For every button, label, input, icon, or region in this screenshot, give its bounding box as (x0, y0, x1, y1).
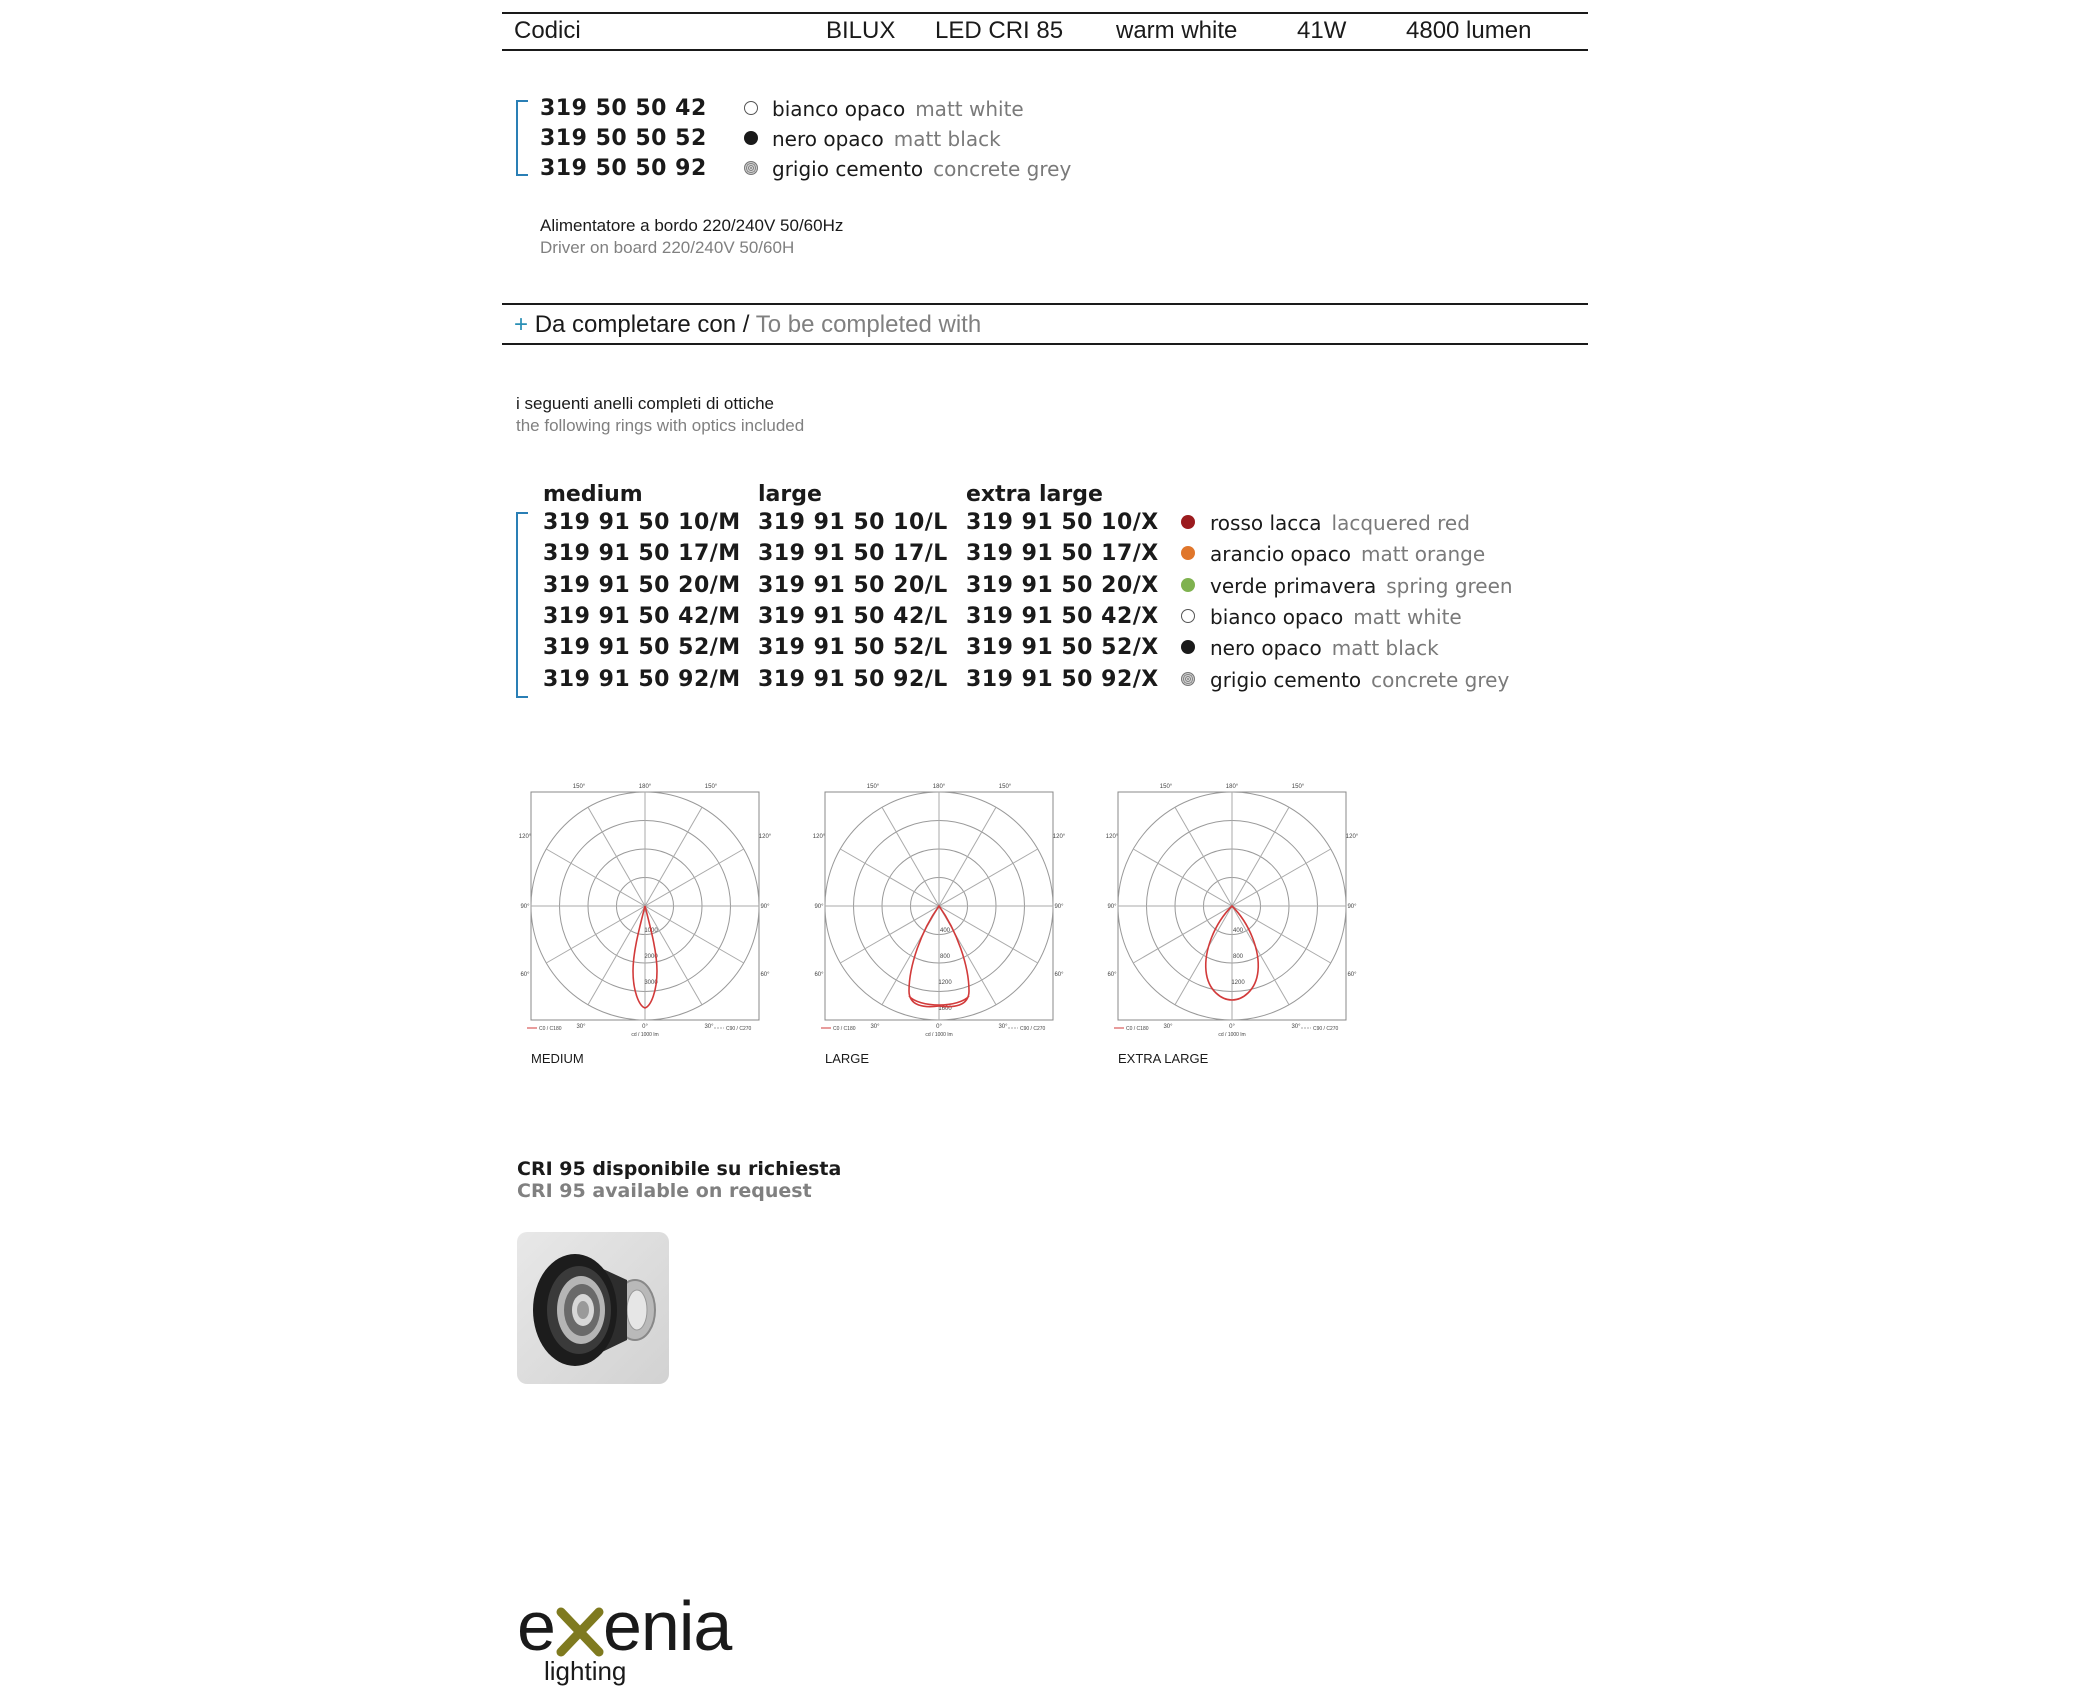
rings-en: the following rings with optics included (516, 416, 805, 435)
swatch-icon (1181, 515, 1195, 529)
polar-angle-label: 120° (518, 834, 532, 840)
polar-angle-label: 0° (1229, 1024, 1235, 1030)
polar-angle-label: 180° (932, 784, 946, 790)
cri-it: CRI 95 disponibile su richiesta (517, 1158, 842, 1180)
polar-ring-label: 800 (1232, 954, 1244, 960)
ring-finish: verde primavera spring green (1210, 574, 1513, 598)
ring-code-medium: 319 91 50 20/M (543, 573, 741, 598)
polar-angle-label: 60° (760, 972, 770, 978)
ring-code-extra-large: 319 91 50 10/X (966, 510, 1159, 535)
polar-unit: cd / 1000 lm (631, 1032, 659, 1038)
header-led: LED CRI 85 (935, 17, 1064, 44)
ring-code-large: 319 91 50 20/L (758, 573, 948, 598)
polar-angle-label: 150° (1159, 784, 1173, 790)
header-lumen: 4800 lumen (1406, 17, 1532, 44)
polar-angle-label: 60° (520, 972, 530, 978)
driver-en: Driver on board 220/240V 50/60H (540, 238, 795, 257)
polar-ring-label: 800 (939, 954, 951, 960)
polar-unit: cd / 1000 lm (1218, 1032, 1246, 1038)
polar-angle-label: 180° (1225, 784, 1239, 790)
ring-code-large: 319 91 50 52/L (758, 635, 948, 660)
finish-2: nero opaco matt black (772, 127, 1001, 151)
swatch-icon (1181, 546, 1195, 560)
ring-finish: rosso lacca lacquered red (1210, 511, 1470, 535)
polar-angle-label: 60° (1054, 972, 1064, 978)
polar-ring-label: 2000 (644, 954, 658, 960)
polar-angle-label: 150° (572, 784, 586, 790)
svg-text:enia: enia (603, 1587, 732, 1665)
ring-code-extra-large: 319 91 50 20/X (966, 573, 1159, 598)
swatch-black-icon (744, 131, 758, 145)
polar-angle-label: 90° (760, 904, 770, 910)
swatch-icon (1181, 640, 1195, 654)
legend-c0: C0 / C180 (539, 1026, 562, 1032)
svg-text:e: e (517, 1587, 555, 1665)
polar-angle-label: 30° (576, 1024, 586, 1030)
polar-chart-name: MEDIUM (531, 1051, 584, 1066)
polar-unit: cd / 1000 lm (925, 1032, 953, 1038)
polar-angle-label: 30° (870, 1024, 880, 1030)
polar-angle-label: 90° (1107, 904, 1117, 910)
code-1: 319 50 50 42 (540, 96, 707, 121)
ring-code-medium: 319 91 50 42/M (543, 604, 741, 629)
ring-finish: arancio opaco matt orange (1210, 542, 1486, 566)
swatch-grey-icon (744, 161, 758, 175)
legend-c90: C90 / C270 (726, 1026, 752, 1032)
polar-angle-label: 30° (704, 1024, 714, 1030)
polar-angle-label: 150° (866, 784, 880, 790)
codes-bracket (516, 100, 528, 176)
code-3: 319 50 50 92 (540, 156, 707, 181)
exenia-logo (517, 1588, 777, 1684)
code-2: 319 50 50 52 (540, 126, 707, 151)
complete-heading: + Da completare con / To be completed with (514, 311, 982, 338)
polar-angle-label: 90° (1054, 904, 1064, 910)
swatch-icon (1181, 672, 1195, 686)
ring-code-large: 319 91 50 10/L (758, 510, 948, 535)
polar-angle-label: 150° (704, 784, 718, 790)
polar-ring-label: 400 (939, 928, 951, 934)
ring-code-medium: 319 91 50 52/M (543, 635, 741, 660)
legend-c90: C90 / C270 (1313, 1026, 1339, 1032)
ring-code-medium: 319 91 50 10/M (543, 510, 741, 535)
polar-angle-label: 0° (936, 1024, 942, 1030)
polar-angle-label: 60° (814, 972, 824, 978)
polar-angle-label: 30° (1291, 1024, 1301, 1030)
polar-angle-label: 120° (1105, 834, 1119, 840)
col-extra-large: extra large (966, 482, 1103, 507)
polar-angle-label: 120° (1052, 834, 1066, 840)
polar-angle-label: 90° (814, 904, 824, 910)
legend-c0: C0 / C180 (833, 1026, 856, 1032)
polar-angle-label: 90° (520, 904, 530, 910)
polar-angle-label: 120° (1345, 834, 1359, 840)
polar-chart-name: LARGE (825, 1051, 870, 1066)
header-watt: 41W (1297, 17, 1347, 44)
ring-code-large: 319 91 50 42/L (758, 604, 948, 629)
ring-finish: bianco opaco matt white (1210, 605, 1462, 629)
finish-3: grigio cemento concrete grey (772, 157, 1072, 181)
ring-code-large: 319 91 50 92/L (758, 667, 948, 692)
ring-code-extra-large: 319 91 50 42/X (966, 604, 1159, 629)
col-medium: medium (543, 482, 643, 507)
ring-code-medium: 319 91 50 92/M (543, 667, 741, 692)
polar-angle-label: 30° (998, 1024, 1008, 1030)
col-large: large (758, 482, 822, 507)
ring-code-extra-large: 319 91 50 52/X (966, 635, 1159, 660)
complete-bottom-rule (502, 343, 1588, 345)
complete-top-rule (502, 303, 1588, 305)
product-photo (517, 1232, 669, 1384)
finish-1: bianco opaco matt white (772, 97, 1024, 121)
rings-it: i seguenti anelli completi di ottiche (516, 394, 774, 413)
top-rule (502, 12, 1588, 14)
ring-finish: nero opaco matt black (1210, 636, 1439, 660)
header-bilux: BILUX (826, 17, 896, 44)
plus-icon: + (514, 311, 529, 338)
swatch-icon (1181, 578, 1195, 592)
swatch-white-icon (744, 101, 758, 115)
ring-code-medium: 319 91 50 17/M (543, 541, 741, 566)
polar-chart-xlarge (1105, 778, 1359, 1038)
rings-bracket (516, 512, 528, 698)
polar-ring-label: 1000 (644, 928, 658, 934)
ring-code-large: 319 91 50 17/L (758, 541, 948, 566)
polar-chart-large (812, 778, 1066, 1038)
polar-ring-label: 1600 (938, 1006, 952, 1012)
driver-it: Alimentatore a bordo 220/240V 50/60Hz (540, 216, 844, 235)
header-codici: Codici (514, 17, 581, 44)
polar-chart-name: EXTRA LARGE (1118, 1051, 1209, 1066)
polar-ring-label: 1200 (938, 980, 952, 986)
polar-ring-label: 3000 (644, 980, 658, 986)
ring-finish: grigio cemento concrete grey (1210, 668, 1510, 692)
polar-angle-label: 150° (998, 784, 1012, 790)
header-temp: warm white (1116, 17, 1238, 44)
ring-code-extra-large: 319 91 50 92/X (966, 667, 1159, 692)
header-rule (502, 49, 1588, 51)
swatch-icon (1181, 609, 1195, 623)
polar-angle-label: 180° (638, 784, 652, 790)
polar-angle-label: 30° (1163, 1024, 1173, 1030)
legend-c0: C0 / C180 (1126, 1026, 1149, 1032)
polar-angle-label: 90° (1347, 904, 1357, 910)
polar-ring-label: 400 (1232, 928, 1244, 934)
polar-chart-medium (518, 778, 772, 1038)
polar-angle-label: 120° (812, 834, 826, 840)
polar-angle-label: 120° (758, 834, 772, 840)
ring-code-extra-large: 319 91 50 17/X (966, 541, 1159, 566)
polar-angle-label: 0° (642, 1024, 648, 1030)
polar-angle-label: 60° (1107, 972, 1117, 978)
polar-angle-label: 150° (1291, 784, 1305, 790)
polar-angle-label: 60° (1347, 972, 1357, 978)
legend-c90: C90 / C270 (1020, 1026, 1046, 1032)
logo-sub: lighting (544, 1656, 627, 1686)
cri-en: CRI 95 available on request (517, 1180, 812, 1202)
polar-ring-label: 1200 (1231, 980, 1245, 986)
